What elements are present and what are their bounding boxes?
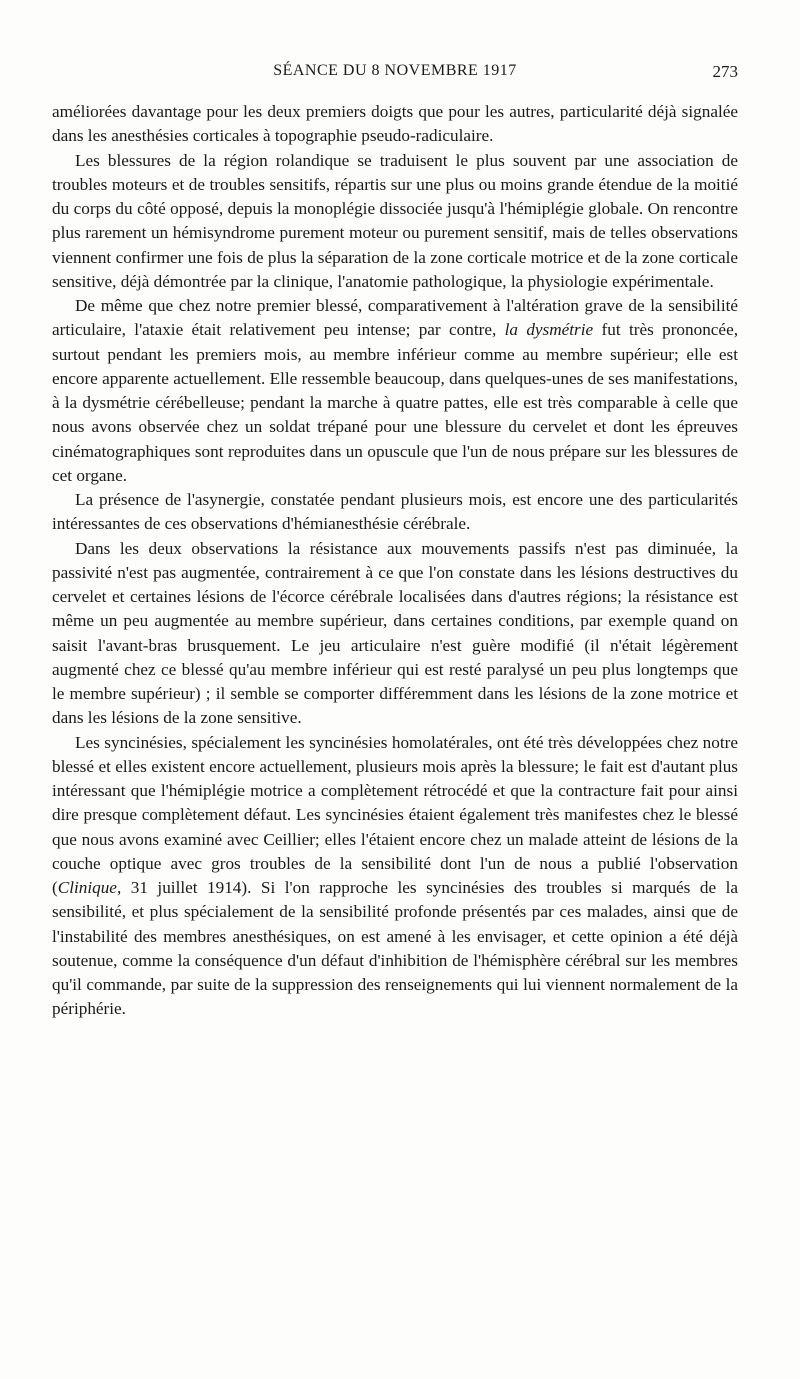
paragraph-text-end: , 31 juillet 1914). Si l'on rapproche les syncinésies des troubles si marqués de la sensibilité, et plus spécialement de la sensibilité profonde présentés par ces malades, ainsi que de l'instabilité des membres anesthésiques, on est amené à les envisager, et cette opinion a été déjà soutenue, comme la conséquence d'un défaut d'inhibition de l'hémisphère cérébral sur les membres qu'il commande, par suite de la suppression des renseignements qui lui viennent normalement de la périphérie. [52,878,738,1019]
paragraph-rolandic-wounds [52,149,738,295]
italic-term: la dysmétrie [504,320,594,340]
paragraph-passive-resistance [52,537,738,731]
paragraph-text: La présence de l'asynergie, constatée pendant plusieurs mois, est encore une des particularités intéressantes de ces observations d'hémianesthésie cérébrale. [52,490,738,534]
paragraph-text: Les blessures de la région rolandique se traduisent le plus souvent par une association de troubles moteurs et de troubles sensitifs, répartis sur une plus ou moins grande étendue de la moitié du corps du côté opposé, depuis la monoplégie dissociée jusqu'à l'hémiplégie globale. On rencontre plus rarement un hémisyndrome purement moteur ou purement sensitif, mais de telles observations viennent confirmer une fois de plus la séparation de la zone corticale motrice et de la zone corticale sensitive, déjà démontrée par la clinique, l'anatomie pathologique, la physiologie expérimentale. [52,150,738,291]
paragraph-text-start: Les syncinésies, spécialement les syncinésies homolatérales, ont été très développées chez notre blessé et elles existent encore actuellement, plusieurs mois après la blessure; le fait est d'autant plus intéressant que l'hémiplégie motrice a complètement rétrocédé et que la contracture fait pour ainsi dire presque complètement défaut. Les syncinésies étaient également très manifestes chez le blessé que nous avons examiné avec Ceillier; elles l'étaient encore chez un malade atteint de lésions de la couche optique avec gros troubles de la sensibilité dont l'un de nous a publié l'observation ( [52,732,738,897]
body-text [52,100,738,1022]
paragraph-dysmetria [52,294,738,488]
paragraph-text-end: fut très prononcée, surtout pendant les premiers mois, au membre inférieur comme au membre supérieur; elle est encore apparente actuellement. Elle ressemble beaucoup, dans quelques-unes de ses manifestations, à la dysmétrie cérébelleuse; pendant la marche à quatre pattes, elle est très comparable à celle que nous avons observée chez un soldat trépané pour une blessure du cervelet et dont les épreuves cinématographiques sont reproduites dans un opuscule que l'un de nous prépare sur les blessures de cet organe. [52,320,738,485]
paragraph-syncinesia [52,731,738,1022]
page-header [52,62,738,86]
paragraph-text-start: De même que chez notre premier blessé, comparativement à l'altération grave de la sensibilité articulaire, l'ataxie était relativement peu intense; par contre, [52,296,738,340]
paragraph-text: Dans les deux observations la résistance aux mouvements passifs n'est pas diminuée, la passivité n'est pas augmentée, contrairement à ce que l'on constate dans les lésions destructives du cervelet et certaines lésions de l'écorce cérébrale localisées dans d'autres régions; la résistance est même un peu augmentée au membre supérieur, dans certaines conditions, par exemple quand on saisit l'avant-bras brusquement. Le jeu articulaire n'est guère modifié (il n'était légèrement augmenté chez ce blessé qu'au membre inférieur qui est resté paralysé un peu plus longtemps que le membre supérieur) ; il semble se comporter différemment dans les lésions de la zone motrice et dans les lésions de la zone sensitive. [52,538,738,728]
page-number: 273 [712,62,738,81]
paragraph-text: améliorées davantage pour les deux premiers doigts que pour les autres, particularité déjà signalée dans les anesthésies corticales à topographie pseudo-radiculaire. [52,102,738,146]
italic-citation: Clinique [57,878,117,897]
running-head: SÉANCE DU 8 NOVEMBRE 1917 [273,62,517,79]
paragraph-continuation [52,100,738,149]
paragraph-asynergy [52,488,738,537]
